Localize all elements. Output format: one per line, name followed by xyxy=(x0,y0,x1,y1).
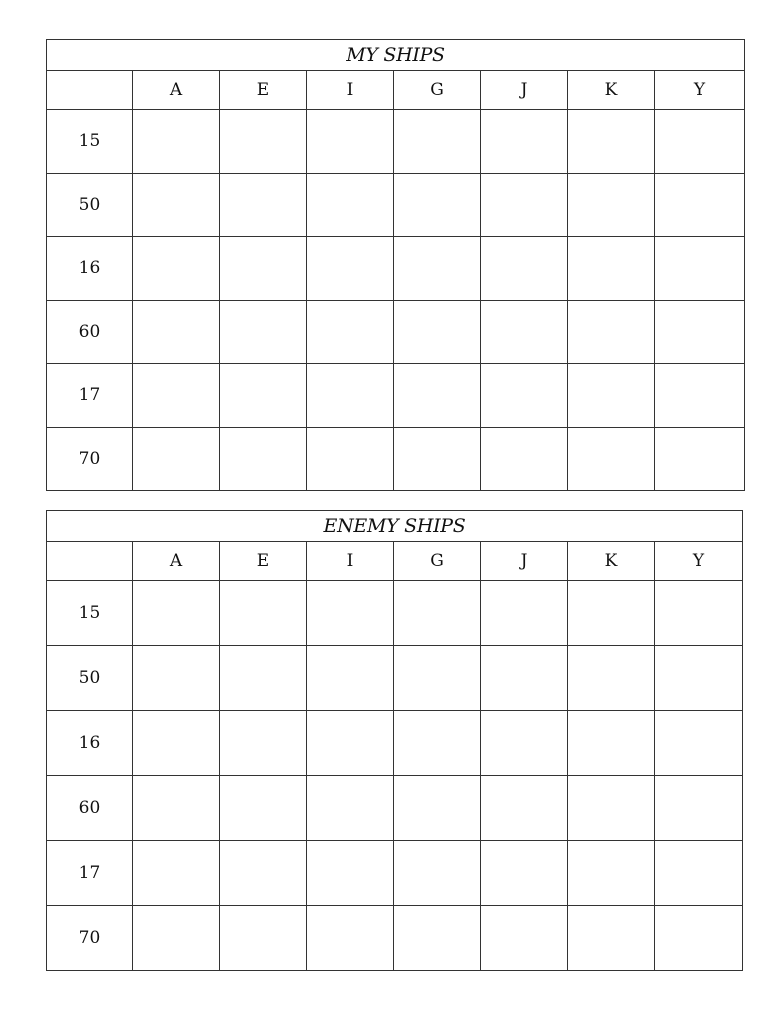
enemy-ships-grid-cell[interactable] xyxy=(655,841,743,906)
enemy-ships-grid-cell[interactable] xyxy=(307,581,394,646)
my-ships-column-header: Y xyxy=(655,71,745,110)
my-ships-grid-cell[interactable] xyxy=(220,237,307,301)
my-ships-column-header: I xyxy=(307,71,394,110)
enemy-ships-grid-row xyxy=(47,581,743,646)
enemy-ships-grid-row xyxy=(47,711,743,776)
enemy-ships-column-header: J xyxy=(481,542,568,581)
my-ships-grid-cell[interactable] xyxy=(394,300,481,364)
enemy-ships-grid-cell[interactable] xyxy=(394,776,481,841)
enemy-ships-grid-cell[interactable] xyxy=(307,646,394,711)
my-ships-grid-cell[interactable] xyxy=(655,364,745,428)
my-ships-row-header: 70 xyxy=(47,427,133,491)
my-ships-grid-cell[interactable] xyxy=(220,110,307,174)
enemy-ships-grid-cell[interactable] xyxy=(394,906,481,971)
enemy-ships-grid-cell[interactable] xyxy=(394,646,481,711)
my-ships-grid-cell[interactable] xyxy=(307,364,394,428)
enemy-ships-grid-row xyxy=(47,776,743,841)
enemy-ships-column-header: E xyxy=(220,542,307,581)
my-ships-grid-cell[interactable] xyxy=(394,237,481,301)
my-ships-column-header: E xyxy=(220,71,307,110)
enemy-ships-row-header: 15 xyxy=(47,581,133,646)
my-ships-grid-cell[interactable] xyxy=(481,173,568,237)
enemy-ships-grid-cell[interactable] xyxy=(133,776,220,841)
enemy-ships-row-header: 17 xyxy=(47,841,133,906)
my-ships-grid xyxy=(47,110,745,491)
enemy-ships-grid-cell[interactable] xyxy=(307,841,394,906)
my-ships-grid-row xyxy=(47,110,745,174)
enemy-ships-grid-cell[interactable] xyxy=(481,776,568,841)
my-ships-grid-cell[interactable] xyxy=(133,427,220,491)
my-ships-grid-cell[interactable] xyxy=(394,364,481,428)
enemy-ships-grid-cell[interactable] xyxy=(307,906,394,971)
enemy-ships-board xyxy=(46,510,743,971)
enemy-ships-corner-cell xyxy=(47,542,133,581)
enemy-ships-column-header: G xyxy=(394,542,481,581)
enemy-ships-row-header: 50 xyxy=(47,646,133,711)
enemy-ships-grid-cell[interactable] xyxy=(133,646,220,711)
enemy-ships-row-header: 70 xyxy=(47,906,133,971)
my-ships-column-header: K xyxy=(568,71,655,110)
my-ships-grid-cell[interactable] xyxy=(307,300,394,364)
my-ships-grid-cell[interactable] xyxy=(394,173,481,237)
my-ships-grid-cell[interactable] xyxy=(220,173,307,237)
enemy-ships-grid-cell[interactable] xyxy=(655,646,743,711)
enemy-ships-grid-cell[interactable] xyxy=(394,711,481,776)
my-ships-grid-cell[interactable] xyxy=(133,173,220,237)
my-ships-grid-cell[interactable] xyxy=(568,237,655,301)
my-ships-row-header: 15 xyxy=(47,110,133,174)
my-ships-board xyxy=(46,39,745,491)
my-ships-grid-cell[interactable] xyxy=(307,237,394,301)
enemy-ships-grid-cell[interactable] xyxy=(655,581,743,646)
my-ships-grid-cell[interactable] xyxy=(655,300,745,364)
my-ships-grid-cell[interactable] xyxy=(481,110,568,174)
enemy-ships-grid-row xyxy=(47,906,743,971)
enemy-ships-column-header: A xyxy=(133,542,220,581)
my-ships-grid-cell[interactable] xyxy=(307,427,394,491)
enemy-ships-grid-cell[interactable] xyxy=(481,581,568,646)
my-ships-column-header-row xyxy=(47,71,745,110)
enemy-ships-grid-row xyxy=(47,841,743,906)
my-ships-title: MY SHIPS xyxy=(47,40,745,71)
enemy-ships-grid-cell[interactable] xyxy=(568,581,655,646)
enemy-ships-grid-cell[interactable] xyxy=(394,841,481,906)
my-ships-grid-cell[interactable] xyxy=(133,300,220,364)
enemy-ships-grid-cell[interactable] xyxy=(655,776,743,841)
my-ships-row-header: 17 xyxy=(47,364,133,428)
my-ships-grid-cell[interactable] xyxy=(307,173,394,237)
enemy-ships-grid-cell[interactable] xyxy=(307,711,394,776)
enemy-ships-column-header: I xyxy=(307,542,394,581)
enemy-ships-grid-cell[interactable] xyxy=(481,906,568,971)
enemy-ships-grid-row xyxy=(47,646,743,711)
my-ships-grid-cell[interactable] xyxy=(394,110,481,174)
enemy-ships-grid-cell[interactable] xyxy=(220,776,307,841)
enemy-ships-title: ENEMY SHIPS xyxy=(47,511,743,542)
my-ships-grid-cell[interactable] xyxy=(220,364,307,428)
enemy-ships-grid-cell[interactable] xyxy=(655,906,743,971)
my-ships-grid-cell[interactable] xyxy=(133,110,220,174)
enemy-ships-grid-cell[interactable] xyxy=(133,581,220,646)
my-ships-grid-cell[interactable] xyxy=(481,237,568,301)
my-ships-grid-cell[interactable] xyxy=(568,300,655,364)
enemy-ships-grid-cell[interactable] xyxy=(655,711,743,776)
enemy-ships-grid-cell[interactable] xyxy=(307,776,394,841)
enemy-ships-grid-cell[interactable] xyxy=(220,581,307,646)
enemy-ships-grid xyxy=(47,581,743,971)
enemy-ships-grid-cell[interactable] xyxy=(220,841,307,906)
enemy-ships-column-header-row xyxy=(47,542,743,581)
enemy-ships-grid-cell[interactable] xyxy=(568,646,655,711)
my-ships-grid-cell[interactable] xyxy=(481,364,568,428)
enemy-ships-grid-cell[interactable] xyxy=(568,906,655,971)
my-ships-grid-cell[interactable] xyxy=(220,300,307,364)
enemy-ships-column-header: K xyxy=(568,542,655,581)
enemy-ships-grid-cell[interactable] xyxy=(220,646,307,711)
enemy-ships-grid-cell[interactable] xyxy=(568,711,655,776)
my-ships-row-header: 60 xyxy=(47,300,133,364)
my-ships-grid-cell[interactable] xyxy=(655,427,745,491)
enemy-ships-grid-cell[interactable] xyxy=(481,646,568,711)
my-ships-grid-cell[interactable] xyxy=(568,364,655,428)
enemy-ships-row-header: 16 xyxy=(47,711,133,776)
my-ships-grid-cell[interactable] xyxy=(220,427,307,491)
my-ships-grid-cell[interactable] xyxy=(568,173,655,237)
my-ships-grid-row xyxy=(47,173,745,237)
my-ships-grid-cell[interactable] xyxy=(481,427,568,491)
my-ships-row-header: 50 xyxy=(47,173,133,237)
my-ships-grid-cell[interactable] xyxy=(307,110,394,174)
my-ships-grid-cell[interactable] xyxy=(568,110,655,174)
my-ships-grid-row xyxy=(47,427,745,491)
enemy-ships-grid-cell[interactable] xyxy=(481,841,568,906)
my-ships-grid-cell[interactable] xyxy=(655,237,745,301)
my-ships-column-header: J xyxy=(481,71,568,110)
my-ships-grid-row xyxy=(47,364,745,428)
my-ships-corner-cell xyxy=(47,71,133,110)
my-ships-row-header: 16 xyxy=(47,237,133,301)
my-ships-grid-cell[interactable] xyxy=(133,364,220,428)
enemy-ships-grid-cell[interactable] xyxy=(394,581,481,646)
enemy-ships-grid-cell[interactable] xyxy=(133,906,220,971)
enemy-ships-grid-cell[interactable] xyxy=(481,711,568,776)
my-ships-grid-cell[interactable] xyxy=(133,237,220,301)
my-ships-grid-cell[interactable] xyxy=(655,110,745,174)
my-ships-grid-cell[interactable] xyxy=(655,173,745,237)
my-ships-grid-cell[interactable] xyxy=(481,300,568,364)
my-ships-column-header: G xyxy=(394,71,481,110)
enemy-ships-grid-cell[interactable] xyxy=(568,776,655,841)
my-ships-column-header: A xyxy=(133,71,220,110)
enemy-ships-grid-cell[interactable] xyxy=(568,841,655,906)
my-ships-grid-cell[interactable] xyxy=(568,427,655,491)
my-ships-grid-row xyxy=(47,300,745,364)
enemy-ships-column-header: Y xyxy=(655,542,743,581)
enemy-ships-grid-cell[interactable] xyxy=(133,711,220,776)
enemy-ships-grid-cell[interactable] xyxy=(133,841,220,906)
enemy-ships-row-header: 60 xyxy=(47,776,133,841)
enemy-ships-grid-cell[interactable] xyxy=(220,906,307,971)
my-ships-grid-row xyxy=(47,237,745,301)
my-ships-grid-cell[interactable] xyxy=(394,427,481,491)
enemy-ships-grid-cell[interactable] xyxy=(220,711,307,776)
